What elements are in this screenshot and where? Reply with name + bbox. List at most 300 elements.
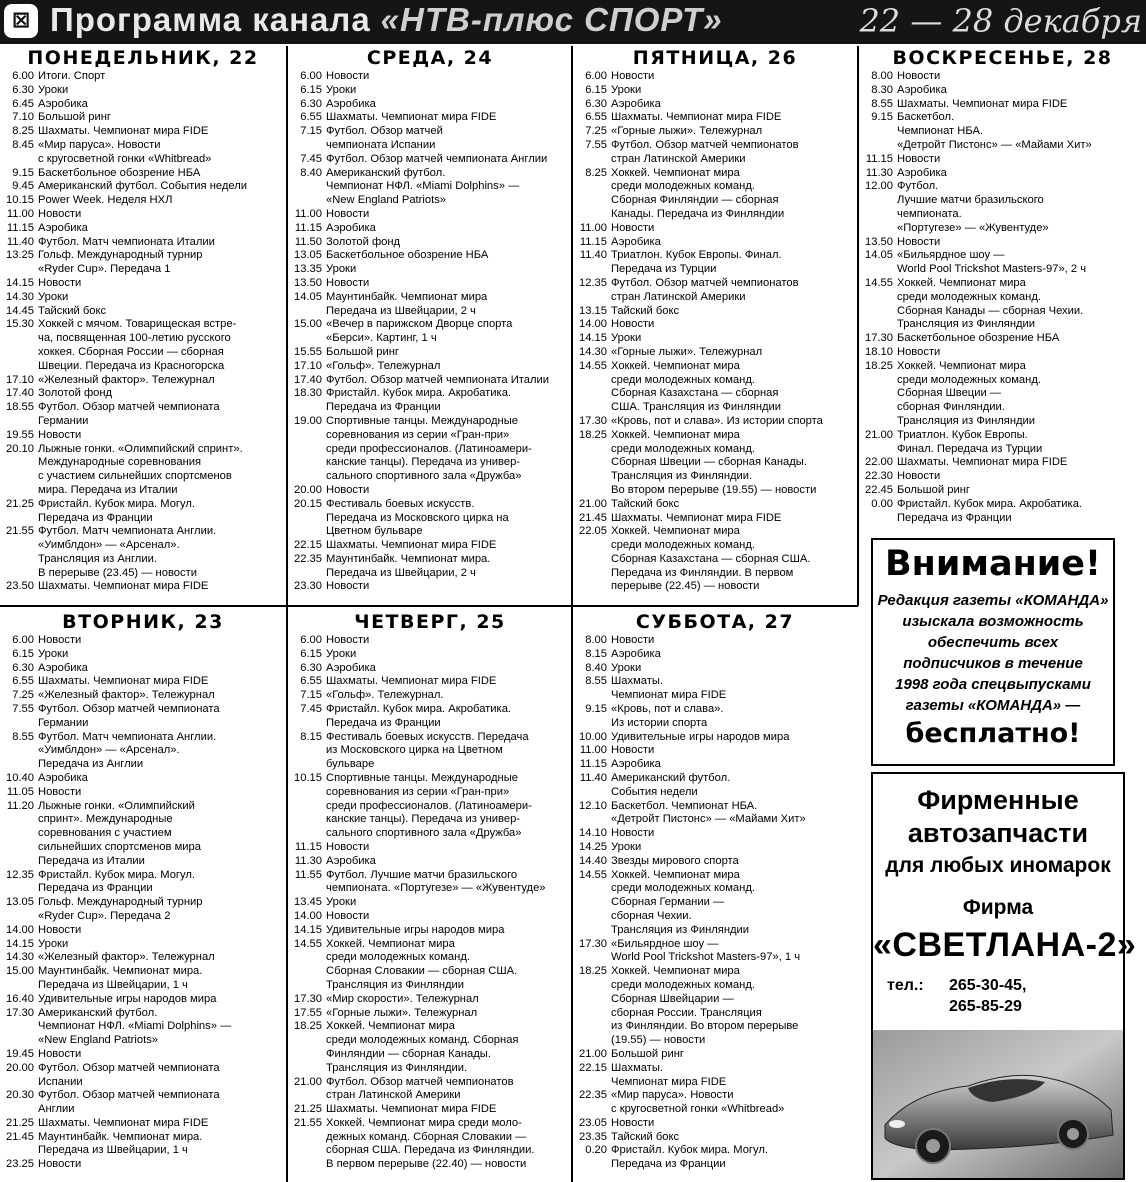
schedule-time: 14.55	[294, 937, 322, 950]
schedule-item	[861, 249, 1144, 277]
schedule-time: 6.30	[12, 661, 34, 674]
schedule-item	[290, 153, 570, 167]
schedule-time: 17.30	[579, 937, 607, 950]
schedule-time: 8.25	[12, 125, 34, 138]
schedule-title: Новости	[38, 785, 82, 798]
ad-phone	[887, 975, 1123, 1017]
schedule-item	[575, 512, 855, 526]
schedule-time: 8.40	[300, 166, 322, 179]
schedule-time: 6.30	[585, 97, 607, 110]
schedule-item	[2, 70, 284, 84]
schedule-time: 8.00	[585, 634, 607, 646]
schedule-time: 6.55	[300, 111, 322, 124]
schedule-title: Шахматы. Чемпионат мира FIDE	[326, 539, 497, 552]
schedule-time: 7.45	[300, 152, 322, 165]
schedule-title: Маунтинбайк. Чемпионат мира. Передача из Швейцарии, 2 ч	[326, 552, 491, 579]
schedule-time: 8.25	[585, 166, 607, 179]
ad-phone-numbers: 265-30-45, 265-85-29	[949, 977, 1027, 1015]
schedule-item	[2, 662, 284, 676]
schedule-time: 11.00	[6, 207, 34, 220]
schedule-item	[2, 786, 284, 800]
schedule-title: Маунтинбайк. Чемпионат мира Передача из Швейцарии, 2 ч	[326, 290, 488, 317]
schedule-item	[290, 318, 570, 346]
schedule-time: 16.40	[6, 992, 34, 1005]
schedule-title: Уроки	[38, 83, 69, 96]
row-divider	[0, 605, 858, 607]
schedule-time: 13.50	[294, 276, 322, 289]
schedule-title: Футбол. Обзор матчей чемпионата Германии	[38, 702, 220, 729]
schedule-title: Уроки	[38, 290, 69, 303]
schedule-item	[861, 456, 1144, 470]
schedule-item	[575, 111, 855, 125]
schedule-title: Новости	[897, 235, 941, 248]
schedule-item	[2, 387, 284, 401]
schedule-time: 11.00	[294, 207, 322, 220]
schedule-title: Футбол. Обзор матчей чемпионата Италии	[326, 373, 550, 386]
schedule-title: Новости	[611, 318, 655, 331]
schedule-time: 17.40	[294, 373, 322, 386]
schedule-item	[575, 1117, 855, 1131]
schedule-title: Фристайл. Кубок мира. Могул. Передача из Франции	[38, 497, 195, 524]
schedule-title: Новости	[897, 345, 941, 358]
schedule-time: 14.55	[579, 359, 607, 372]
schedule-item	[575, 222, 855, 236]
schedule-time: 21.25	[6, 1116, 34, 1129]
schedule-title: Лыжные гонки. «Олимпийский спринт». Международные соревнования с участием сильнейших спортсменов мира Передача из Италии	[38, 799, 201, 867]
day-column-sunday	[861, 46, 1144, 536]
schedule-item	[290, 70, 570, 84]
schedule-item	[575, 305, 855, 319]
schedule-item	[2, 139, 284, 167]
schedule-item	[575, 648, 855, 662]
schedule-title: Гольф. Международный турнир «Ryder Cup». Передача 2	[38, 896, 203, 922]
schedule-item	[861, 180, 1144, 235]
schedule-item	[290, 167, 570, 208]
schedule-time: 22.35	[294, 552, 322, 565]
schedule-time: 7.55	[585, 138, 607, 151]
schedule-item	[290, 249, 570, 263]
schedule-time: 17.30	[294, 992, 322, 1005]
ad-headline: Фирменные автозапчасти	[907, 785, 1089, 848]
schedule-time: 18.30	[294, 387, 322, 400]
schedule-item	[861, 484, 1144, 498]
schedule-title: Итоги. Спорт	[38, 70, 106, 82]
schedule-title: Аэробика	[38, 97, 88, 110]
schedule-item	[861, 84, 1144, 98]
schedule-list	[2, 70, 284, 594]
schedule-time: 10.40	[6, 771, 34, 784]
schedule-title: Золотой фонд	[326, 235, 401, 248]
schedule-item	[2, 924, 284, 938]
schedule-time: 7.45	[300, 702, 322, 715]
schedule-title: Уроки	[326, 896, 357, 909]
schedule-title: Новости	[38, 276, 82, 289]
schedule-time: 20.30	[6, 1089, 34, 1102]
notice-title: Внимание!	[884, 544, 1101, 584]
schedule-title: «Горные лыжи». Тележурнал	[326, 1006, 478, 1019]
schedule-item	[290, 553, 570, 581]
schedule-title: Аэробика	[897, 83, 947, 96]
schedule-title: Гольф. Международный турнир «Ryder Cup». Передача 1	[38, 249, 203, 276]
schedule-title: Футбол. Лучшие матчи бразильского чемпионата. «Португезе» — «Жувентуде»	[897, 180, 1049, 234]
schedule-title: Новости	[326, 276, 370, 289]
schedule-item	[2, 731, 284, 772]
schedule-time: 8.15	[585, 647, 607, 660]
header-title	[50, 1, 723, 39]
schedule-time: 10.15	[6, 194, 34, 207]
schedule-item	[290, 580, 570, 594]
schedule-time: 17.10	[6, 373, 34, 386]
schedule-item	[575, 1048, 855, 1062]
schedule-time: 7.15	[300, 689, 322, 702]
schedule-time: 7.15	[300, 125, 322, 138]
schedule-title: Аэробика	[611, 758, 661, 771]
schedule-time: 11.30	[294, 854, 322, 867]
schedule-time: 14.30	[579, 345, 607, 358]
schedule-title: Шахматы. Чемпионат мира FIDE	[611, 511, 782, 524]
schedule-title: Новости	[326, 483, 370, 496]
schedule-time: 9.15	[585, 702, 607, 715]
schedule-time: 15.00	[6, 965, 34, 978]
schedule-time: 11.40	[579, 771, 607, 784]
schedule-item	[575, 772, 855, 800]
schedule-title: Фристайл. Кубок мира. Акробатика. Передача из Франции	[326, 702, 512, 729]
schedule-time: 6.55	[585, 111, 607, 124]
schedule-item	[290, 1103, 570, 1117]
schedule-title: Уроки	[611, 661, 642, 674]
schedule-time: 17.10	[294, 359, 322, 372]
schedule-time: 21.25	[294, 1103, 322, 1116]
schedule-time: 22.45	[865, 483, 893, 496]
car-image	[873, 1030, 1123, 1178]
schedule-title: Аэробика	[326, 854, 376, 867]
schedule-title: Хоккей. Чемпионат мира среди моло- дежных команд. Сборная Словакии — сборная США. Передача из Финляндии. В первом перерыве (22.40) — новости	[326, 1116, 535, 1171]
schedule-time: 8.40	[585, 661, 607, 674]
schedule-time: 6.00	[300, 70, 322, 82]
schedule-item	[2, 249, 284, 277]
schedule-item	[2, 194, 284, 208]
schedule-title: Новости	[611, 70, 655, 82]
schedule-item	[2, 401, 284, 429]
schedule-item	[575, 125, 855, 139]
schedule-title: Хоккей. Чемпионат мира среди молодежных команд. Сборная Швеции — сборная Финляндии. Трансляция из Финляндии	[897, 359, 1041, 427]
schedule-item	[575, 139, 855, 167]
schedule-title: Аэробика	[611, 97, 661, 110]
schedule-item	[290, 841, 570, 855]
schedule-item	[290, 938, 570, 993]
schedule-item	[290, 263, 570, 277]
schedule-item	[575, 236, 855, 250]
schedule-title: Новости	[326, 840, 370, 853]
schedule-title: Маунтинбайк. Чемпионат мира. Передача из Швейцарии, 1 ч	[38, 965, 203, 991]
schedule-title: Уроки	[611, 83, 642, 96]
schedule-item	[861, 346, 1144, 360]
schedule-time: 14.40	[579, 854, 607, 867]
schedule-time: 22.05	[579, 525, 607, 538]
schedule-time: 9.15	[871, 111, 893, 124]
schedule-title: Новости	[326, 70, 370, 82]
schedule-item	[2, 208, 284, 222]
notice-text: Редакция газеты «КОМАНДА» изыскала возможность обеспечить всех подписчиков в течение 1998 года спецвыпусками газеты «КОМАНДА» —	[877, 592, 1109, 714]
schedule-title: Фристайл. Кубок мира. Могул. Передача из Франции	[38, 868, 195, 895]
schedule-title: Баскетбольное обозрение НБА	[897, 332, 1060, 345]
schedule-time: 23.25	[6, 1158, 34, 1171]
schedule-list	[290, 634, 570, 1172]
day-column-tuesday	[2, 610, 284, 1182]
schedule-title: Новости	[38, 634, 82, 646]
schedule-title: Уроки	[38, 647, 69, 660]
schedule-title: Хоккей. Чемпионат мира среди молодежных команд. Сборная Казахстана — сборная США. Трансляция из Финляндии	[611, 359, 782, 414]
schedule-item	[575, 167, 855, 222]
schedule-item	[290, 855, 570, 869]
schedule-item	[290, 125, 570, 153]
schedule-time: 18.55	[6, 401, 34, 414]
schedule-item	[290, 291, 570, 319]
schedule-item	[575, 318, 855, 332]
schedule-item	[2, 965, 284, 993]
schedule-time: 18.10	[865, 345, 893, 358]
schedule-item	[2, 84, 284, 98]
ad-subheadline: для любых иномарок	[885, 854, 1111, 877]
schedule-item	[861, 236, 1144, 250]
schedule-item	[2, 1089, 284, 1117]
notice-free: бесплатно!	[905, 718, 1081, 749]
schedule-time: 11.15	[294, 221, 322, 234]
schedule-item	[575, 1062, 855, 1090]
schedule-title: «Мир паруса». Новости с кругосветной гонки «Whitbread»	[611, 1089, 785, 1116]
schedule-time: 7.55	[12, 702, 34, 715]
schedule-item	[575, 1144, 855, 1172]
schedule-title: Новости	[326, 634, 370, 646]
schedule-time: 11.20	[6, 799, 34, 812]
schedule-item	[2, 443, 284, 498]
schedule-time: 8.30	[871, 83, 893, 96]
schedule-item	[2, 675, 284, 689]
schedule-list	[575, 70, 855, 594]
schedule-item	[2, 1117, 284, 1131]
day-column-saturday	[575, 610, 855, 1182]
schedule-title: Шахматы. Чемпионат мира FIDE	[897, 97, 1068, 110]
schedule-item	[290, 993, 570, 1007]
schedule-title: Хоккей. Чемпионат мира среди молодежных команд. Сборная Германии — сборная Чехии. Трансляция из Финляндии	[611, 868, 755, 936]
schedule-list	[575, 634, 855, 1172]
schedule-item	[2, 993, 284, 1007]
schedule-title: Баскетбол. Чемпионат НБА. «Детройт Пистонс» — «Майами Хит»	[611, 799, 806, 826]
schedule-time: 21.55	[294, 1116, 322, 1129]
schedule-item	[861, 498, 1144, 526]
schedule-title: Аэробика	[611, 235, 661, 248]
schedule-time: 9.45	[12, 180, 34, 193]
schedule-title: Лыжные гонки. «Олимпийский спринт». Международные соревнования с участием сильнейших спортсменов мира. Передача из Италии	[38, 442, 243, 496]
schedule-time: 10.15	[294, 771, 322, 784]
schedule-item	[861, 332, 1144, 346]
day-column-friday	[575, 46, 855, 604]
schedule-item	[861, 70, 1144, 84]
schedule-item	[290, 387, 570, 415]
schedule-title: Хоккей. Чемпионат мира среди молодежных команд. Сборная Канады — сборная Чехии. Трансляция из Финляндии	[897, 276, 1084, 331]
schedule-title: Большой ринг	[611, 1047, 684, 1060]
schedule-item	[2, 800, 284, 869]
schedule-title: Новости	[897, 470, 941, 483]
schedule-title: Футбол. Лучшие матчи бразильского чемпионата. «Португезе» — «Жувентуде»	[326, 868, 546, 895]
schedule-title: Новости	[611, 744, 655, 757]
schedule-time: 22.00	[865, 456, 893, 469]
schedule-time: 13.05	[6, 896, 34, 909]
schedule-time: 8.55	[12, 730, 34, 743]
schedule-title: Маунтинбайк. Чемпионат мира. Передача из Швейцарии, 1 ч	[38, 1130, 203, 1157]
schedule-item	[575, 855, 855, 869]
day-heading: ВОСКРЕСЕНЬЕ, 28	[892, 47, 1113, 69]
schedule-item	[575, 675, 855, 703]
day-heading: ПЯТНИЦА, 26	[632, 47, 798, 69]
schedule-title: Шахматы. Чемпионат мира FIDE	[611, 675, 727, 702]
schedule-time: 11.15	[6, 221, 34, 234]
schedule-time: 14.05	[865, 249, 893, 262]
schedule-list	[290, 70, 570, 594]
schedule-time: 18.25	[579, 428, 607, 441]
schedule-item	[2, 125, 284, 139]
schedule-title: Удивительные игры народов мира	[38, 992, 217, 1005]
schedule-title: Новости	[326, 580, 370, 593]
schedule-time: 14.45	[6, 304, 34, 317]
schedule-item	[861, 111, 1144, 152]
schedule-item	[575, 965, 855, 1048]
schedule-time: 6.15	[585, 83, 607, 96]
schedule-time: 23.35	[579, 1130, 607, 1143]
schedule-title: «Гольф». Тележурнал	[326, 359, 441, 372]
schedule-title: Шахматы. Чемпионат мира FIDE	[326, 1103, 497, 1116]
schedule-item	[290, 1020, 570, 1075]
schedule-title: Баскетбольное обозрение НБА	[38, 166, 201, 179]
schedule-item	[2, 648, 284, 662]
schedule-item	[290, 498, 570, 539]
schedule-time: 21.00	[579, 1047, 607, 1060]
schedule-title: Аэробика	[38, 661, 88, 674]
day-column-monday	[2, 46, 284, 604]
schedule-item	[290, 896, 570, 910]
schedule-title: Баскетбол. Чемпионат НБА. «Детройт Пистонс» — «Майами Хит»	[897, 111, 1092, 151]
schedule-item	[2, 98, 284, 112]
schedule-item	[290, 869, 570, 897]
schedule-time: 17.55	[294, 1006, 322, 1019]
schedule-title: Футбол. Обзор матчей чемпионатов стран Латинской Америки	[326, 1075, 514, 1102]
schedule-item	[575, 800, 855, 828]
schedule-time: 18.25	[865, 359, 893, 372]
schedule-item	[575, 70, 855, 84]
schedule-item	[290, 1076, 570, 1104]
schedule-title: Золотой фонд	[38, 387, 113, 400]
schedule-title: Фристайл. Кубок мира. Акробатика. Передача из Франции	[897, 497, 1083, 524]
schedule-item	[290, 772, 570, 841]
schedule-time: 14.15	[294, 923, 322, 936]
schedule-title: Уроки	[326, 647, 357, 660]
header-title-text: Программа канала	[50, 1, 371, 38]
schedule-item	[2, 180, 284, 194]
schedule-title: Шахматы. Чемпионат мира FIDE	[38, 580, 209, 593]
advertisement	[871, 772, 1137, 1180]
schedule-time: 19.55	[6, 428, 34, 441]
schedule-item	[575, 662, 855, 676]
column-divider	[857, 46, 859, 606]
schedule-item	[290, 539, 570, 553]
schedule-item	[575, 332, 855, 346]
schedule-item	[2, 580, 284, 594]
ad-firm-label: Фирма	[962, 896, 1034, 919]
schedule-time: 14.05	[294, 290, 322, 303]
schedule-time: 17.30	[6, 1006, 34, 1019]
schedule-time: 11.40	[6, 235, 34, 248]
schedule-title: Новости	[611, 634, 655, 646]
schedule-item	[861, 277, 1144, 332]
schedule-time: 21.45	[579, 511, 607, 524]
schedule-time: 21.00	[294, 1075, 322, 1088]
schedule-item	[861, 167, 1144, 181]
ad-firm-name: «СВЕТЛАНА-2»	[873, 926, 1137, 964]
schedule-time: 13.15	[579, 304, 607, 317]
schedule-time: 20.15	[294, 497, 322, 510]
schedule-title: Тайский бокс	[611, 497, 680, 510]
schedule-title: Аэробика	[326, 97, 376, 110]
schedule-item	[2, 305, 284, 319]
schedule-title: Фестиваль боевых искусств. Передача из Московского цирка на Цветном бульваре	[326, 730, 529, 771]
schedule-title: Новости	[326, 909, 370, 922]
day-column-wednesday	[290, 46, 570, 604]
schedule-title: Спортивные танцы. Международные соревнования из серии «Гран-при» среди профессионалов. (Латиноамери- канские танцы). Передача из универ- сального спортивного зала «Дружба»	[326, 771, 532, 840]
ad-phone-label: тел.:	[887, 977, 924, 994]
schedule-item	[290, 1007, 570, 1021]
schedule-time: 8.00	[871, 70, 893, 82]
schedule-time: 11.55	[294, 868, 322, 881]
schedule-time: 23.30	[294, 580, 322, 593]
schedule-title: Триатлон. Кубок Европы. Финал. Передача из Турции	[897, 428, 1043, 455]
schedule-time: 12.35	[579, 276, 607, 289]
schedule-time: 7.25	[585, 125, 607, 138]
schedule-title: Шахматы. Чемпионат мира FIDE	[897, 456, 1068, 469]
schedule-time: 20.10	[6, 442, 34, 455]
schedule-item	[2, 374, 284, 388]
schedule-time: 20.00	[6, 1061, 34, 1074]
schedule-time: 15.55	[294, 345, 322, 358]
header-channel: «НТВ-плюс СПОРТ»	[380, 1, 723, 38]
schedule-item	[575, 634, 855, 648]
schedule-title: Новости	[38, 923, 82, 936]
schedule-title: Шахматы. Чемпионат мира FIDE	[326, 111, 497, 124]
schedule-title: Футбол. Матч чемпионата Англии. «Уимблдон» — «Арсенал». Передача из Англии	[38, 730, 217, 771]
schedule-item	[2, 951, 284, 965]
schedule-time: 13.50	[865, 235, 893, 248]
schedule-item	[290, 910, 570, 924]
schedule-list	[861, 70, 1144, 525]
schedule-title: Триатлон. Кубок Европы. Финал. Передача из Турции	[611, 249, 782, 276]
schedule-title: Новости	[38, 1158, 82, 1171]
schedule-item	[2, 525, 284, 580]
schedule-time: 22.35	[579, 1089, 607, 1102]
schedule-title: «Железный фактор». Тележурнал	[38, 689, 215, 702]
schedule-title: Футбол. Обзор матчей чемпионата Германии	[38, 401, 220, 427]
schedule-item	[575, 98, 855, 112]
schedule-time: 14.30	[6, 290, 34, 303]
schedule-title: Шахматы. Чемпионат мира FIDE	[326, 675, 497, 688]
schedule-item	[290, 236, 570, 250]
column-divider	[286, 46, 288, 1182]
schedule-title: Уроки	[611, 332, 642, 345]
schedule-title: Новости	[611, 1116, 655, 1129]
schedule-time: 13.35	[294, 263, 322, 276]
schedule-time: 6.15	[300, 83, 322, 96]
schedule-title: Хоккей с мячом. Товарищеская встре- ча, посвященная 100-летию русского хоккея. Сборная России — сборная Швеции. Передача из Красногорска	[38, 318, 237, 372]
schedule-title: «Кровь, пот и слава». Из истории спорта	[611, 414, 823, 427]
schedule-title: Шахматы. Чемпионат мира FIDE	[38, 1116, 209, 1129]
